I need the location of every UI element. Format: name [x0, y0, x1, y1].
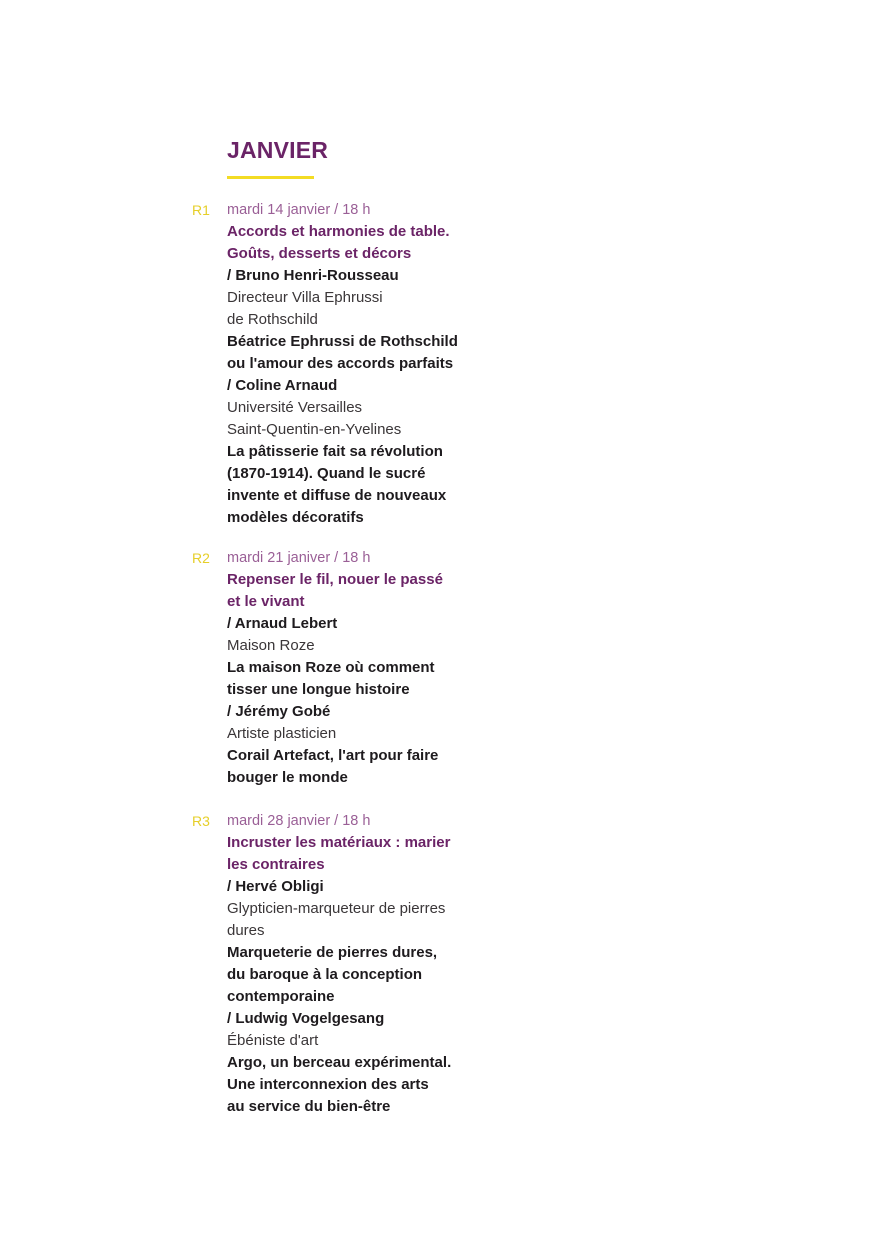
- talk-title-line: Argo, un berceau expérimental.: [227, 1054, 452, 1071]
- speaker-name: / Ludwig Vogelgesang: [227, 1010, 385, 1027]
- talk-title-line: modèles décoratifs: [227, 509, 364, 526]
- speaker-name: / Arnaud Lebert: [227, 615, 338, 632]
- talk-title-line: contemporaine: [227, 988, 335, 1005]
- speaker-name: / Hervé Obligi: [227, 878, 324, 895]
- talk-title-line: La maison Roze où comment: [227, 659, 435, 676]
- session-r3: [192, 810, 527, 1118]
- talk-title-line: (1870-1914). Quand le sucré: [227, 465, 426, 482]
- session-r1: [192, 199, 527, 529]
- speaker-name: / Coline Arnaud: [227, 377, 338, 394]
- session-date: mardi 28 janvier / 18 h: [227, 813, 371, 829]
- talk-title-line: invente et diffuse de nouveaux: [227, 487, 447, 504]
- session-title-line: les contraires: [227, 856, 325, 873]
- session-r2: [192, 547, 527, 789]
- speaker-role-line: Artiste plasticien: [227, 725, 337, 742]
- talk-title-line: Béatrice Ephrussi de Rothschild: [227, 333, 458, 350]
- speaker-role-line: Maison Roze: [227, 637, 315, 654]
- session-date: mardi 14 janvier / 18 h: [227, 202, 371, 218]
- talk-title-line: Marqueterie de pierres dures,: [227, 944, 438, 961]
- speaker-role-line: Directeur Villa Ephrussi: [227, 289, 383, 306]
- talk-title-line: tisser une longue histoire: [227, 681, 410, 698]
- title-underline: [227, 176, 314, 179]
- talk-title-line: Corail Artefact, l'art pour faire: [227, 747, 439, 764]
- talk-title-line: au service du bien-être: [227, 1098, 391, 1115]
- talk-title-line: La pâtisserie fait sa révolution: [227, 443, 443, 460]
- speaker-role-line: Glypticien-marqueteur de pierres: [227, 900, 446, 917]
- talk-title-line: Une interconnexion des arts: [227, 1076, 429, 1093]
- page-title: JANVIER: [227, 137, 329, 163]
- session-title-line: Incruster les matériaux : marier: [227, 834, 451, 851]
- session-title-line: Accords et harmonies de table.: [227, 223, 450, 240]
- session-title-line: Repenser le fil, nouer le passé: [227, 571, 443, 588]
- session-code: R3: [192, 813, 210, 829]
- talk-title-line: bouger le monde: [227, 769, 348, 786]
- session-code: R1: [192, 202, 210, 218]
- talk-title-line: du baroque à la conception: [227, 966, 423, 983]
- session-title-line: Goûts, desserts et décors: [227, 245, 412, 262]
- speaker-name: / Jérémy Gobé: [227, 703, 331, 720]
- session-code: R2: [192, 550, 210, 566]
- speaker-role-line: dures: [227, 922, 265, 939]
- speaker-name: / Bruno Henri-Rousseau: [227, 267, 399, 284]
- speaker-role-line: Saint-Quentin-en-Yvelines: [227, 421, 402, 438]
- speaker-role-line: de Rothschild: [227, 311, 318, 328]
- speaker-role-line: Ébéniste d'art: [227, 1032, 319, 1049]
- session-date: mardi 21 janiver / 18 h: [227, 550, 371, 566]
- talk-title-line: ou l'amour des accords parfaits: [227, 355, 454, 372]
- speaker-role-line: Université Versailles: [227, 399, 363, 416]
- session-title-line: et le vivant: [227, 593, 305, 610]
